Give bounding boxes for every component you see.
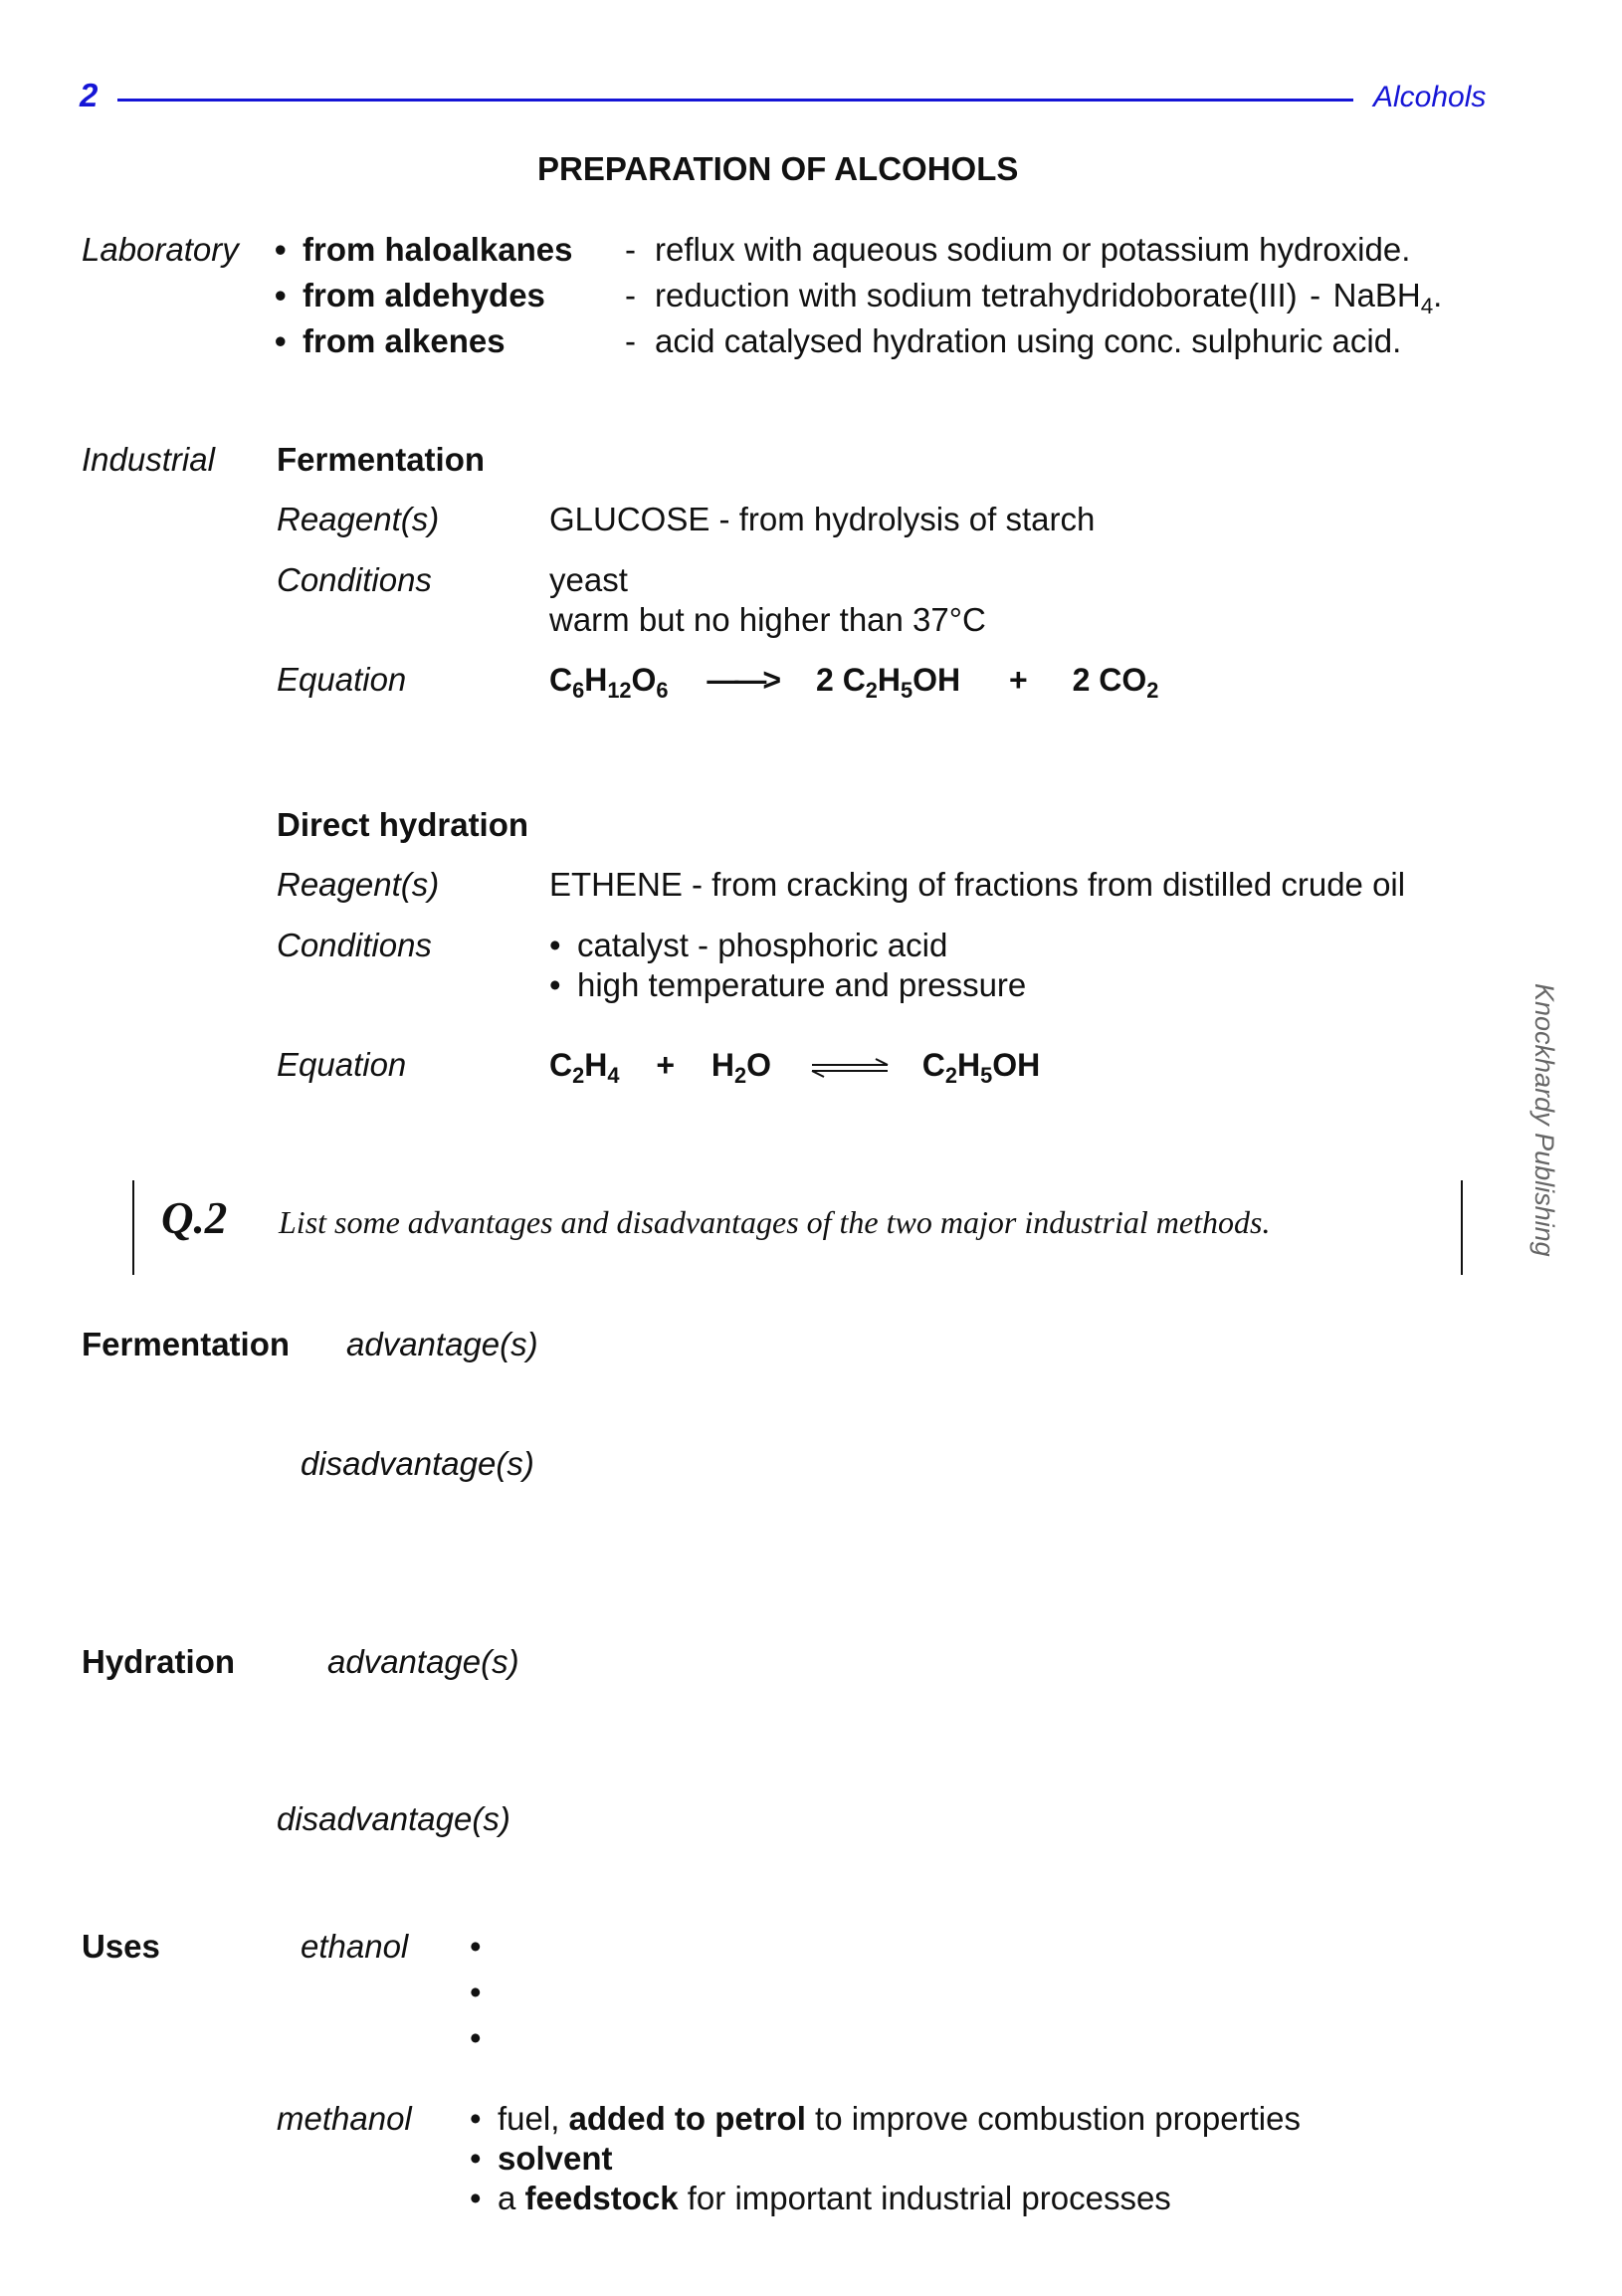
- question-number: Q.2: [161, 1193, 228, 1243]
- header-rule: [117, 99, 1353, 102]
- equilibrium-arrow-icon: [810, 1056, 890, 1080]
- use-text: a: [498, 2180, 525, 2216]
- glucose-formula: $C_6H_{12}O_6$: [549, 662, 669, 703]
- condition-text: high temperature and pressure: [577, 966, 1027, 1003]
- hydration-equation-label: Equation: [277, 1046, 407, 1083]
- lab-source-label: from haloalkanes: [303, 231, 573, 268]
- question-right-bar: [1461, 1180, 1463, 1275]
- hydration-conditions-label: Conditions: [277, 927, 432, 963]
- reagent-suffix: .: [1433, 277, 1443, 313]
- hydration-equation: [549, 1045, 1041, 1088]
- question-left-bar: [132, 1180, 134, 1275]
- fermentation-reagent-value: GLUCOSE - from hydrolysis of starch: [549, 501, 1096, 537]
- lab-method-text: reduction with sodium tetrahydridoborate(III): [655, 277, 1298, 313]
- bullet: •: [470, 2100, 482, 2137]
- hydration-condition: [549, 926, 947, 965]
- lab-method-text: acid catalysed hydration using conc. sulphuric acid.: [655, 322, 1402, 359]
- fermentation-equation: [549, 660, 1159, 703]
- lab-method-aldehydes: - reduction with sodium tetrahydridoborate(III) - NaBH$_4$.: [625, 277, 1443, 319]
- hydration-reagent-label: Reagent(s): [277, 866, 440, 903]
- methanol-use: [470, 2139, 613, 2179]
- question-text: List some advantages and disadvantages of the two major industrial methods.: [279, 1204, 1271, 1240]
- ethene-formula: $C_2H_4$: [549, 1047, 620, 1088]
- lab-source-label: from alkenes: [303, 322, 506, 359]
- reagent-formula: NaBH: [1332, 277, 1421, 313]
- ethanol-label: ethanol: [301, 1928, 409, 1965]
- fermentation-conditions-label: Conditions: [277, 561, 432, 598]
- co2-product: 2 $CO_2$: [1072, 662, 1159, 703]
- use-emphasis: added to petrol: [568, 2100, 806, 2137]
- bullet: •: [549, 927, 561, 963]
- industrial-label: Industrial: [82, 441, 215, 478]
- use-emphasis: feedstock: [524, 2180, 679, 2216]
- bullet: •: [275, 277, 287, 313]
- condition-text: catalyst - phosphoric acid: [577, 927, 948, 963]
- plus-sign: +: [656, 1047, 676, 1083]
- lab-method-alkenes: - acid catalysed hydration using conc. sulphuric acid.: [625, 322, 1402, 359]
- running-title: Alcohols: [1373, 81, 1487, 113]
- lab-method-text: reflux with aqueous sodium or potassium hydroxide.: [655, 231, 1411, 268]
- page-title: PREPARATION OF ALCOHOLS: [537, 150, 1019, 187]
- ethanol-product: 2 $C_2H_5OH$: [816, 662, 961, 703]
- coefficient: 2: [816, 662, 834, 698]
- hydration-condition: [549, 965, 1026, 1005]
- ethanol-bullet: •: [470, 1974, 482, 2010]
- ethanol-bullet: •: [470, 2019, 482, 2056]
- fermentation-equation-label: Equation: [277, 661, 407, 698]
- fermentation-disadvantage-label: disadvantage(s): [301, 1445, 534, 1482]
- fermentation-condition: warm but no higher than 37°C: [549, 601, 986, 638]
- bullet: •: [549, 966, 561, 1003]
- use-text: for important industrial processes: [678, 2180, 1171, 2216]
- ethanol-bullet: •: [470, 1928, 482, 1965]
- lab-source-label: from aldehydes: [303, 277, 545, 313]
- page-number: 2: [80, 77, 99, 113]
- use-text: fuel,: [498, 2100, 569, 2137]
- bullet: •: [470, 2140, 482, 2177]
- hydration-reagent-value: ETHENE - from cracking of fractions from distilled crude oil: [549, 866, 1406, 903]
- hydration-disadvantage-label: disadvantage(s): [277, 1800, 510, 1837]
- fermentation-condition: yeast: [549, 561, 628, 598]
- hydration-heading: Direct hydration: [277, 806, 529, 843]
- publisher-sidebar: Knockhardy Publishing: [1529, 983, 1559, 1257]
- answer-fermentation-label: Fermentation: [82, 1326, 291, 1362]
- lab-source-aldehydes: [275, 276, 545, 315]
- lab-source-alkenes: [275, 321, 506, 361]
- fermentation-heading: Fermentation: [277, 441, 486, 478]
- reagent-subscript: 4: [1420, 294, 1434, 319]
- plus-sign: +: [1009, 662, 1028, 698]
- fermentation-advantage-label: advantage(s): [346, 1326, 538, 1362]
- laboratory-label: Laboratory: [82, 231, 239, 268]
- ethanol-product: $C_2H_5OH$: [921, 1047, 1041, 1088]
- fermentation-reagent-label: Reagent(s): [277, 501, 440, 537]
- coefficient: 2: [1072, 662, 1091, 698]
- answer-hydration-label: Hydration: [82, 1643, 236, 1680]
- bullet: •: [470, 2180, 482, 2216]
- methanol-use: [470, 2179, 1171, 2218]
- lab-source-haloalkanes: [275, 230, 572, 270]
- lab-method-haloalkanes: - reflux with aqueous sodium or potassium hydroxide.: [625, 231, 1411, 268]
- bullet: •: [275, 322, 287, 359]
- use-text: to improve combustion properties: [805, 2100, 1301, 2137]
- methanol-label: methanol: [277, 2100, 412, 2137]
- uses-label: Uses: [82, 1928, 160, 1965]
- water-formula: $H_2O$: [710, 1047, 772, 1088]
- use-emphasis: solvent: [498, 2140, 613, 2177]
- hydration-advantage-label: advantage(s): [327, 1643, 519, 1680]
- methanol-use: [470, 2099, 1301, 2139]
- bullet: •: [275, 231, 287, 268]
- reaction-arrow: ——>: [707, 662, 778, 698]
